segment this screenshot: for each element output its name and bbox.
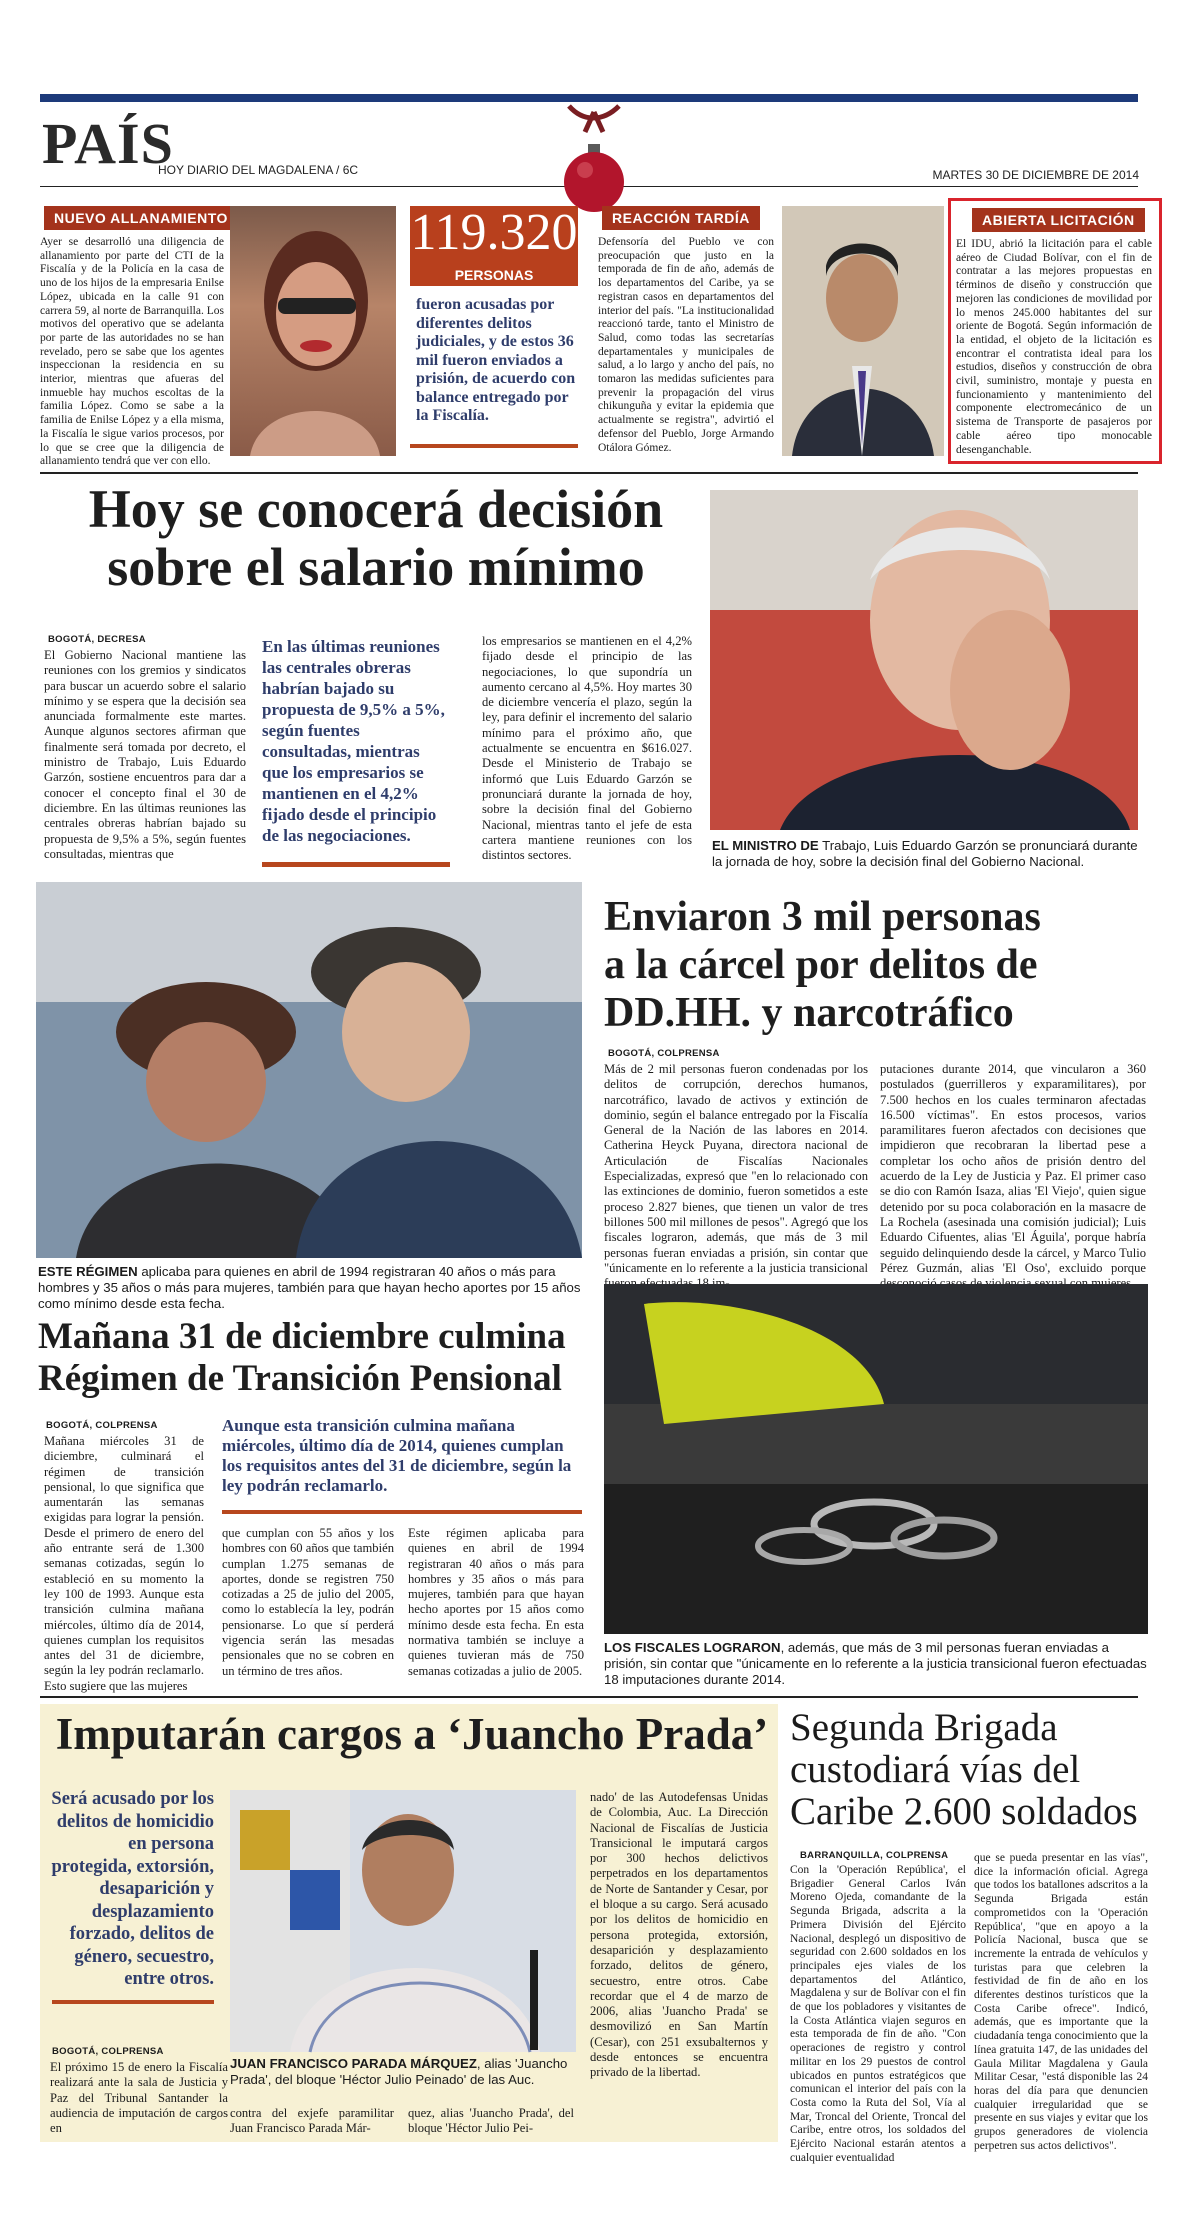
caption-juancho-lead: JUAN FRANCISCO PARADA MÁRQUEZ [230, 2056, 477, 2071]
caption-carcel [604, 1640, 1148, 1688]
issue-date: MARTES 30 DE DICIEMBRE DE 2014 [932, 168, 1139, 182]
article-salario-col1: El Gobierno Nacional mantiene las reuniones con los gremios y sindicatos para buscar un acuerdo sobre el salario mínimo y se espera que la decisión sea anunciada formalmente este martes. Aunque algunos sectores afirman que finalmente será tomada por decreto, el ministro de Trabajo, Luis Eduardo Garzón, sostiene encuentros para dar a conocer el concepto final el 30 de diciembre. En las últimas reuniones las centrales obreras habrían bajado su propuesta de 9,5% a 5%, según fuentes consultadas, mientras que [44, 648, 246, 861]
caption-carcel-text: , además, que más de 3 mil personas fueran enviadas a prisión, sin contar que "únicamente en lo referente a la justicia transicional fueron efectuadas 18 imputaciones durante 2014. [604, 1640, 1147, 1687]
photo-luis-eduardo-garzon [710, 490, 1138, 830]
stat-text: fueron acusadas por diferentes delitos judiciales, y de estos 36 mil fueron enviados a prisión, de acuerdo con balance entregado por la Fiscalía. [416, 296, 576, 424]
stat-unit: PERSONAS [410, 264, 578, 286]
article-brigada-col1: Con la 'Operación República', el Brigadier General Carlos Iván Moreno Ojeda, comandante de la Segunda Brigada, adscrita a la Primera División del Ejército Nacional, desplegó un dispositivo de seguridad con 2.600 soldados en los principales ejes viales de los departamentos del Atlántico, Magdalena y sur de Bolívar con el fin de que los pobladores y visitantes de la Costa Atlántica viajen seguros en esta temporada de fin de año. "Con operaciones de registro y control militar en los 29 puestos de control ubicados en puntos estratégicos que comunican el interior del país con la Costa como la Ruta del Sol, Vía al Mar, Troncal del Oriente, Troncal del Caribe, entre otros, los soldados del Ejército Nacional estarán atentos a cualquier eventualidad [790, 1864, 966, 2164]
headline-brigada-line2: custodiará vías del [790, 1748, 1081, 1791]
article-regimen-col3: Este régimen aplicaba para quienes en abril de 1994 registraran 40 años o más para hombres y 35 años o más para mujeres, también para que hayan hecho aportes por 15 años como mínimo desde esta fecha. En esta normativa también se incluye a quienes tuvieran más de 750 semanas cotizadas a julio de 2005. [408, 1526, 584, 1678]
headline-brigada-line3: Caribe 2.600 soldados [790, 1790, 1138, 1833]
article-juancho-col1: El próximo 15 de enero la Fiscalía realizará ante la sala de Justicia y Paz del Tribunal Santander la audiencia de imputación de cargos en [50, 2060, 228, 2136]
article-salario-col2: los empresarios se mantienen en el 4,2% fijado desde el principio de las negociaciones, lo que supondría un aumento cercano al 4,5%. Hoy martes 30 de diciembre vencería el plazo, según la ley, para definir el incremento del salario mínimo para el próximo año, que actualmente se encuentra en $616.027. Desde el Ministerio de Trabajo se informó que Luis Eduardo Garzón se pronunciará durante la jornada de hoy, sobre la decisión final del Gobierno Nacional, mientras tanto el jefe de esta cartera mantiene reuniones con los distintos sectores. [482, 634, 692, 863]
brief-allanamiento-text: Ayer se desarrolló una diligencia de allanamiento por parte del CTI de la Fiscalía y de la Policía en la casa de uno de los hijos de la empresaria Enilse López, ubicada en la calle 91 con carrera 59, al norte de Barranquilla. Los motivos del operativo que se adelanta por parte de las autoridades no se han revelado, pero se sabe que los agentes inspeccionan la residencia en su interior, mientras que afueras del inmueble hay muchos escoltas de la familia López. Como se sabe a la familia de Enilse López y a ella misma, la Fiscalía le sigue varios procesos, por lo que se cree que la diligencia de allanamiento tendrá que ver con ello. [40, 236, 224, 468]
photo-juancho-prada [230, 1790, 576, 2052]
headline-regimen-line2: Régimen de Transición Pensional [38, 1358, 562, 1399]
byline-juancho: BOGOTÁ, COLPRENSA [52, 2046, 164, 2057]
caption-regimen-text: aplicaba para quienes en abril de 1994 registraran 40 años o más para hombres y 35 años o más para mujeres, también para que hayan hecho aportes por 15 años como mínimo desde esta fecha. [38, 1264, 581, 1311]
article-carcel-col2: putaciones durante 2014, que vincularon a 360 postulados (guerrilleros y exparamilitares), por 7.500 hechos en los cuales terminaron afectadas 16.500 víctimas". En estos procesos, varios paramilitares fueron afectados con decisiones que impidieron que recobraran la libertad pese a completar los ocho años de prisión dentro del acuerdo de la Ley de Justicia y Paz. El primer caso se dio con Ramón Isaza, alias 'El Viejo', quien sigue detenido por su poca colaboración en la masacre de La Rochela (asesinada una comisión judicial); Luis Eduardo Cifuentes, alias 'El Águila', porque habría seguido delinquiendo desde la cárcel, y Marco Tulio Pérez Guzmán, alias 'El Oso', excluido porque [880, 1062, 1146, 1275]
section-subtitle: HOY DIARIO DEL MAGDALENA / 6C [158, 163, 359, 177]
byline-carcel: BOGOTÁ, COLPRENSA [608, 1048, 720, 1059]
caption-juancho [230, 2056, 576, 2088]
article-regimen-col1: Mañana miércoles 31 de diciembre, culminará el régimen de transición pensional, lo que significa que aumentarán las semanas exigidas para lograr la pensión. Desde el primero de enero del año entrante será de 1.300 semanas cotizadas, según lo estableció en su momento la ley 100 de 1993. Aunque esta transición culmina mañana miércoles, último día de 2014, quienes cumplan los requisitos antes del 31 de diciembre, según la ley podrán reclamarlo. Esto sugiere que las mujeres [44, 1434, 204, 1693]
lower-divider [40, 1696, 1138, 1698]
caption-regimen-lead: ESTE RÉGIMEN [38, 1264, 138, 1279]
badge-reaccion-tardia: REACCIÓN TARDÍA [602, 206, 760, 230]
byline-brigada: BARRANQUILLA, COLPRENSA [800, 1850, 949, 1861]
article-carcel-col1: Más de 2 mil personas fueron condenadas por los delitos de corrupción, derechos humanos, narcotráfico, lavado de activos y extinción de dominio, según el balance entregado por la Fiscalía General de la Nación de las labores en 2014. Catherina Heyck Puyana, directora nacional de Articulación de Fiscalías Nacionales Especializadas, expresó que "en lo relacionado con las extinciones de dominio, fueron sometidos a este proceso 2.827 bienes, que tienen un valor de tres billones 500 mil millones de pesos". Agregó que los fiscales lograron, además, que más de 3 mil personas fueran enviadas a prisión, sin contar que "únicamente en lo referente a la justicia transicional [604, 1062, 868, 1275]
caption-juancho-text: , alias 'Juancho Prada', del bloque 'Héctor Julio Peinado' de las Auc. [230, 2056, 568, 2087]
caption-regimen [38, 1264, 582, 1312]
headline-salario-line2: sobre el salario mínimo [107, 537, 645, 597]
brief-licitacion-text: El IDU, abrió la licitación para el cable aéreo de Ciudad Bolívar, con el fin de contratar a las mejores propuestas en términos de diseño y construcción que mejoren las condiciones de movilidad por lo menos 245.000 habitantes del sur oriente de Bogotá. Según información de la entidad, el objeto de la licitación es encontrar el contratista ideal para los estudios, diseños y construcción de obra civil, suministro, montaje y puesta en funcionamiento y mantenimiento del componente electromecánico de un sistema de Transporte de pasajeros por cable aéreo tipo monocable desenganchable. [956, 238, 1152, 456]
pullquote-regimen: Aunque esta transición culmina mañana miércoles, último día de 2014, quienes cumplan los requisitos antes del 31 de diciembre, según la ley podrán reclamarlo. [222, 1416, 572, 1495]
section-divider [40, 472, 1138, 474]
photo-pensionados [36, 882, 582, 1258]
headline-carcel-line1: Enviaron 3 mil personas [604, 894, 1041, 940]
photo-enilse-lopez [230, 206, 396, 456]
pullquote-salario-rule [262, 862, 450, 867]
article-juancho-col3: nado' de las Autodefensas Unidas de Colombia, Auc. La Dirección Nacional de Fiscalías de Justicia Transicional le imputará cargos por 300 hechos delictivos perpetrados en los departamentos de Norte de Santander y Cesar, por el bloque a su cargo. Será acusado por los delitos de homicidio en persona protegida, extorsión, desaparición y desplazamiento forzado, delitos de género, secuestro, entre otros. Cabe recordar que el 4 de marzo de 2006, alias 'Juancho Prada' se desmovilizó en San Martín (Cesar), con 251 exsubalternos y desde entonces se encuentra privado de la libertad. [590, 1790, 768, 2080]
badge-nuevo-allanamiento: NUEVO ALLANAMIENTO [44, 206, 238, 230]
photo-esposas [604, 1284, 1148, 1634]
pullquote-juancho-rule [52, 2000, 214, 2004]
headline-carcel-line2: a la cárcel por delitos de [604, 942, 1038, 988]
headline-carcel-line3: DD.HH. y narcotráfico [604, 990, 1014, 1036]
stat-rule [410, 444, 578, 448]
headline-regimen-line1: Mañana 31 de diciembre culmina [38, 1316, 566, 1357]
badge-abierta-licitacion: ABIERTA LICITACIÓN [972, 208, 1145, 232]
christmas-ornament-icon [563, 98, 625, 216]
byline-regimen: BOGOTÁ, COLPRENSA [46, 1420, 158, 1431]
byline-salario: BOGOTÁ, DECRESA [48, 634, 146, 645]
article-brigada-col2: que se pueda presentar en las vías", dice la información oficial. Agrega que todos los batallones adscritos a la Segunda Brigada están comprometidos con la 'Operación República', "que en apoyo a la Policía Nacional, busca que se incremente la entrada de vehículos y turistas para que celebren la festividad de fin de año en los diferentes destinos turísticos que la Costa Caribe ofrece". Indicó, además, que es importante que la ciudadanía tenga conocimiento que la línea gratuita 147, de las unidades del Gaula Militar Magdalena y Gaula Militar Cesar, "está disponible las 24 horas del día para que denuncien cualquier irregularidad que se presente en sus viajes y evitar que los grupos generadores de violencia perpetren sus actos delictivos". [974, 1852, 1148, 2152]
stat-number: 119.320 [410, 206, 578, 266]
pullquote-salario: En las últimas reuniones las centrales obreras habrían bajado su propuesta de 9,5% a 5%, según fuentes consultadas, mientras que los empresarios se mantienen en el 4,2% fijado desde el principio de las negociaciones. [262, 637, 445, 845]
photo-jorge-otalora [782, 206, 944, 456]
headline-juancho-prada: Imputarán cargos a ‘Juancho Prada’ [55, 1709, 769, 1759]
article-juancho-col2b: quez, alias 'Juancho Prada', del bloque 'Héctor Julio Pei- [408, 2106, 574, 2136]
article-regimen-col2: que cumplan con 55 años y los hombres con 60 años que también cumplan 1.275 semanas de aportes, donde se registren 750 cotizadas a 25 de julio del 2005, como lo establecía la ley, podrán pensionarse. Lo que sí perderá vigencia serán las mesadas pensionales que no se cobren en un término de tres años. [222, 1526, 394, 1678]
caption-salario-lead: EL MINISTRO DE [712, 838, 819, 853]
headline-salario-line1: Hoy se conocerá decisión [88, 479, 664, 539]
brief-reaccion-text: Defensoría del Pueblo ve con preocupación que justo en la temporada de fin de año, además de los departamentos del Caribe, ya se registran casos en departamentos del interior del país. "La institucionalidad reaccionó tarde, tanto el Ministro de Salud, como todas las secretarías departamentales y municipales de salud, a lo largo y ancho del país, no tomaron las medidas suficientes para prevenir la propagación del virus chikunguña y evitar la epidemia que actualmente se registra", advirtió el defensor del Pueblo, Jorge Armando Otálora Gómez. [598, 236, 774, 454]
article-juancho-col1b: contra del exjefe paramilitar Juan Francisco Parada Már- [230, 2106, 394, 2136]
section-title: PAÍS [42, 111, 174, 176]
headline-brigada-line1: Segunda Brigada [790, 1706, 1058, 1749]
pullquote-regimen-rule [222, 1510, 582, 1514]
caption-salario [712, 838, 1140, 870]
caption-salario-text: Trabajo, Luis Eduardo Garzón se pronunciará durante la jornada de hoy, sobre la decisión final del Gobierno Nacional. [712, 838, 1138, 869]
pullquote-juancho: Será acusado por los delitos de homicidio en persona protegida, extorsión, desaparición y desplazamiento forzado, delitos de género, secuestro, entre otros. [51, 1789, 214, 1989]
caption-carcel-lead: LOS FISCALES LOGRARON [604, 1640, 781, 1655]
